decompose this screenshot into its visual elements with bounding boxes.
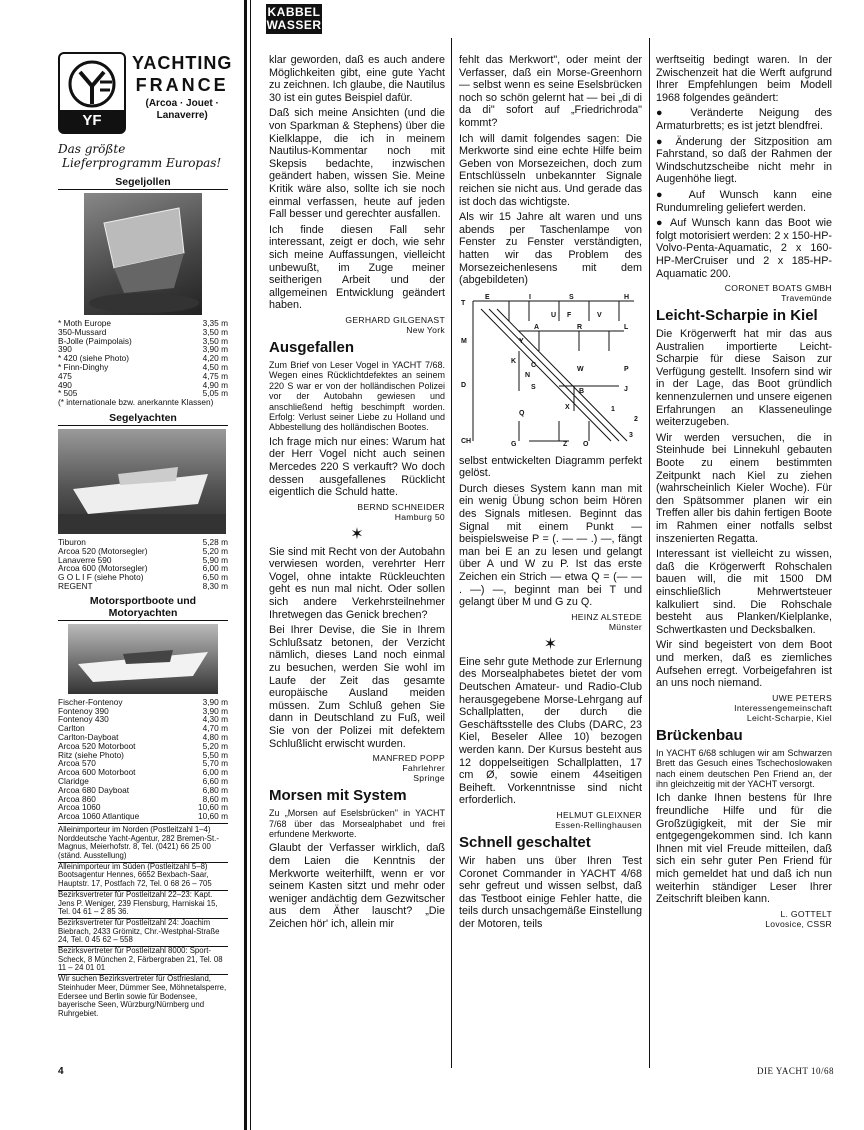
brand-sub1: (Arcoa · Jouet · [145, 98, 219, 109]
list-item: Ritz (siehe Photo) 5,50 m [58, 749, 228, 760]
svg-text:J: J [624, 385, 628, 393]
slogan [58, 142, 228, 170]
list-item: Carlton 4,70 m [58, 723, 228, 734]
list-item: 490 4,90 m [58, 379, 228, 390]
morse-diagram [459, 291, 642, 451]
svg-text:W: W [577, 365, 584, 373]
bullet-item: ● Auf Wunsch kann eine Rundumreling geliefert werden. [656, 188, 832, 214]
masthead-line2: WASSER [266, 18, 322, 32]
list-item: Arcoa 600 (Motorsegler) 6,00 m [58, 563, 228, 574]
paragraph: Ich finde diesen Fall sehr interessant, zeigt er doch, wie sehr sich meine Auffassungen, vielleicht unbewußt, im Zuge meiner seitherigen Arbeit und der allgemeinen Entwicklung geändert haben. [269, 223, 445, 312]
svg-text:F: F [567, 311, 572, 319]
svg-text:P: P [624, 365, 629, 373]
heading-schnell: Schnell geschaltet [459, 833, 591, 851]
list-item: Arcoa 1060 Atlantique 10,60 m [58, 811, 228, 822]
paragraph: Wir haben uns über Ihren Test Coronet Commander in YACHT 4/68 sehr gefreut und wissen selbst, daß das Testboot einige Fehler hatte, die teils durch unsachgemäße Einstellung der Motoren, teils [459, 854, 642, 930]
list-item: 390 3,90 m [58, 344, 228, 355]
bullet-item: ● Änderung der Sitzposition am Fahrstand, so daß der Rahmen der Windschutzscheibe nicht mehr in Augenhöhe liegt. [656, 135, 832, 186]
list-item: Fontenoy 430 4,30 m [58, 714, 228, 725]
paragraph: Interessant ist vielleicht zu wissen, daß die Krögerwerft Rohschalen bauen will, die mit 1500 DM einschließlich Mehrwertsteuer kalkuliert sind. Die Rohschale besteht aus Planken/Kielplanke, Schwertkasten und Decksbalken. [656, 548, 832, 636]
paragraph: klar geworden, daß es auch andere Möglichkeiten gibt, eine gute Yacht zu zeichnen. Ich glaube, die Nautilus 30 ist ein gutes Beispiel dafür. [269, 54, 445, 104]
signature: CORONET BOATS GMBH Travemünde [724, 283, 832, 304]
page-number: 4 [58, 1066, 64, 1077]
svg-text:M: M [461, 337, 467, 345]
list-item: REGENT 8,30 m [58, 580, 228, 591]
svg-text:U: U [551, 311, 557, 319]
section-title: Segeljollen [58, 176, 228, 190]
masthead [266, 4, 322, 34]
svg-text:B: B [579, 387, 585, 395]
lead-text: Zum Brief von Leser Vogel in YACHT 7/68. Wegen eines Rücklichtdefektes an seinem 220 S war er von der holländischen Polizei vor der Autobahn gewiesen und anschließend heftig beschimpft worden. Erfolg: Verlust seiner Liebe zu Holland und Abbestellung des holländischen Bootes. [269, 359, 445, 433]
bullet-item: ● Auf Wunsch kann das Boot wie folgt motorisiert werden: 2 x 150-HP-Volvo-Penta-Aquamatic, 2 x 160-HP-MerCruiser und 2 x 185-HP-Aquamatic 200. [656, 217, 832, 280]
column-3 [656, 54, 832, 933]
paragraph: Wir sind begeistert von dem Boot und merken, daß es ziemliches Aufsehen erregt. Vorbeigefahren ist an uns noch niemand. [656, 639, 832, 690]
list-item: * Moth Europe 3,35 m [58, 318, 228, 328]
svg-text:C: C [531, 361, 537, 369]
list-item: Arcoa 520 (Motorsegler) 5,20 m [58, 545, 228, 556]
svg-text:D: D [461, 381, 467, 389]
list-item: 475 4,75 m [58, 370, 228, 381]
yf-logo [58, 52, 126, 134]
list-item: Fontenoy 390 3,90 m [58, 705, 228, 716]
svg-text:R: R [577, 323, 583, 331]
paragraph: Daß sich meine Ansichten (und die von Sparkman & Stephens) über die Kielklappe, die ich in meinem Nautilus-Kommentar noch mit Skepsis bedachte, inzwischen geändert haben, wissen Sie. Meine Kritik wäre also, sollte ich sie noch einmal verfassen, heute auf jeden Fall besser und gerechter ausfallen. [269, 107, 445, 221]
svg-text:1: 1 [611, 405, 615, 413]
signature: L. GOTTELT Lovosice, CSSR [765, 908, 832, 929]
list-item: Arcoa 600 Motorboot 6,00 m [58, 767, 228, 778]
paragraph: Ich danke Ihnen bestens für Ihre freundliche Hilfe und für die Großzügigkeit, mit der Sie mir entgegengekommen sind. Ich kann Ihnen mit viel Freude mitteilen, daß sich ein sehr guter Pen Friend für mich gemeldet hat und daß ich nun weiterhin ständiger Leser Ihrer Zeitschrift bleiben kann. [656, 792, 832, 906]
paragraph: selbst entwickelten Diagramm perfekt gelöst. [459, 454, 642, 480]
svg-text:3: 3 [629, 431, 633, 439]
address: Bezirksvertreter für Postleitzahl 24: Joachim Biebrach, 2433 Grömitz, Chr.-Westphal-Straße 24, Tel. 0 45 62 – 558 [58, 918, 228, 945]
slogan-line2: Lieferprogramm Europas! [62, 156, 222, 170]
lead-text: Zu „Morsen auf Eselsbrücken" in YACHT 7/68 über das Morsealphabet und frei erfundene Merkworte. [269, 808, 445, 839]
svg-text:A: A [534, 323, 540, 331]
section-title: Segelyachten [58, 412, 228, 426]
masthead-line1: KABBEL [267, 5, 321, 19]
list-item: Arcoa 1060 10,60 m [58, 802, 228, 813]
list-item: Claridge 6,60 m [58, 775, 228, 786]
list-item: * 420 (siehe Photo) 4,20 m [58, 353, 228, 364]
section-title: Motorsportboote und Motoryachten [58, 595, 228, 621]
list-item: Carlton-Dayboat 4,80 m [58, 731, 228, 742]
slogan-line1: Das größte [58, 142, 126, 156]
separator-star: ✶ [350, 525, 364, 543]
list-item: Arcoa 860 8,60 m [58, 793, 228, 804]
address: Alleinimporteur im Süden (Postleitzahl 5–8) Bootsagentur Hennes, 6652 Bexbach-Saar, Hauptstr. 17, Postfach 72, Tel. 0 68 26 – 705 [58, 862, 228, 889]
yacht-photo [58, 429, 226, 534]
svg-text:S: S [569, 293, 574, 301]
svg-text:Y: Y [519, 337, 524, 345]
column-rule-1 [451, 38, 452, 1068]
paragraph: fehlt das Merkwort", oder meint der Verfasser, daß ein Morse-Greenhorn — selbst wenn es seine Eselsbrücken noch so schön gelernt hat — bei „di di da di" sofort auf „Friedrichroda" kommt? [459, 54, 642, 129]
signature: HEINZ ALSTEDE Münster [571, 611, 642, 632]
svg-text:E: E [485, 293, 490, 301]
list-item: Tiburon 5,28 m [58, 536, 228, 547]
signature: MANFRED POPP Fahrlehrer Springe [372, 753, 445, 784]
paragraph: werftseitig bedingt waren. In der Zwischenzeit hat die Werft aufgrund Ihrer Empfehlungen beim Modell 1968 folgendes geändert: [656, 54, 832, 104]
svg-text:X: X [565, 403, 570, 411]
brand-line1: YACHTING [132, 53, 233, 73]
heading-leicht-scharpie: Leicht-Scharpie in Kiel [656, 307, 818, 325]
paragraph: Als wir 15 Jahre alt waren und uns abends per Taschenlampe von Fenster zu Fenster verständigten, hatten wir das Problem des Morsezeichenlesens mit dem (abgebildeten) [459, 211, 642, 287]
segeljollen-list [58, 319, 228, 407]
footnote: (* internationale bzw. anerkannte Klassen) [58, 397, 214, 408]
dinghy-photo [84, 193, 202, 315]
svg-text:H: H [624, 293, 630, 301]
paragraph: Bei Ihrer Devise, die Sie in Ihrem Schlußsatz betonen, der Verzicht nämlich, dieses Land noch einmal zu besuchen, werden Sie wohl im Laufe der Zeit das gesamte europäische Ausland meiden müssen. Zum Schluß gehen Sie dann in Deutschland zu Fuß, weil Sie von der Polizei mit defektem Schlußlicht erwischt wurden. [269, 624, 445, 750]
signature: HELMUT GLEIXNER Essen-Rellinghausen [555, 809, 642, 830]
left-margin-rule-thin [250, 0, 251, 1130]
sidebar-advert [58, 52, 233, 1019]
left-margin-rule [244, 0, 247, 1130]
svg-text:N: N [525, 371, 531, 379]
heading-brueckenbau: Brückenbau [656, 726, 743, 744]
svg-text:Z: Z [563, 440, 568, 448]
separator-star: ✶ [543, 635, 558, 653]
paragraph: Eine sehr gute Methode zur Erlernung des Morsealphabetes bietet der vom Deutschen Amateur- und Radio-Club herausgegebene Morse-Lehrgang auf Schallplatten, der durch die Geschäftsstelle des Clubs (DARC, 23 Kiel, Beseler Allee 10) bezogen werden kann. Der Kursus besteht aus 12 doppelseitigen Schallplatten, 17 cm Ø, sowie einem 44seitigen Beiheft. Vorkenntnisse sind nicht erforderlich. [459, 655, 642, 807]
svg-text:Q: Q [519, 409, 525, 417]
address: Alleinimporteur im Norden (Postleitzahl 1–4) Norddeutsche Yacht-Agentur, 282 Bremen-St.-Magnus, Meierhofstr. 8, Tel. (0421) 66 25 00 (ständ. Ausstellung) [58, 824, 219, 861]
heading-morsen: Morsen mit System [269, 787, 407, 805]
motorboote-list [58, 698, 228, 821]
bullet-item: ● Veränderte Neigung des Armaturbretts; es ist jetzt blendfrei. [656, 107, 832, 132]
signature: UWE PETERS Interessengemeinschaft Leicht-Scharpie, Kiel [734, 692, 832, 723]
heading-ausgefallen: Ausgefallen [269, 338, 355, 356]
address-block [58, 823, 228, 1019]
svg-text:G: G [511, 440, 517, 448]
list-item: 350-Mussard 3,50 m [58, 326, 228, 337]
magazine-issue: DIE YACHT 10/68 [757, 1066, 834, 1076]
svg-text:O: O [583, 440, 589, 448]
list-item: B-Jolle (Paimpolais) 3,50 m [58, 335, 228, 346]
column-2 [459, 54, 642, 934]
svg-text:V: V [597, 311, 602, 319]
svg-text:2: 2 [634, 415, 638, 423]
svg-text:L: L [624, 323, 629, 331]
motorboat-photo [68, 624, 218, 694]
column-rule-2 [649, 38, 650, 1068]
paragraph: Ich will damit folgendes sagen: Die Merkworte sind eine echte Hilfe beim Geben von Morsezeichen, doch zum Entschlüsseln unbekannter Signale reichen sie nicht aus. Und gerade das ist doch das wichtigste. [459, 132, 642, 208]
svg-text:S: S [531, 383, 536, 391]
paragraph: Die Krögerwerft hat mir das aus Australien importierte Leicht-Scharpie für diese Saison zur Verfügung gestellt. Insofern sind wir in der Lage, das Boot gründlich kennenzulernen und unsere eigenen Erfahrungen an Klasseneulinge weiterzugeben. [656, 328, 832, 429]
svg-text:CH: CH [461, 437, 472, 445]
list-item: Fischer-Fontenoy 3,90 m [58, 696, 228, 707]
list-item: Arcoa 570 5,70 m [58, 758, 228, 769]
paragraph: Ich frage mich nur eines: Warum hat der Herr Vogel nicht auch seinen Mercedes 220 S verkauft? Wo doch dessen ausgefallenes Rücklicht eigentlich die Schuld hatte. [269, 435, 445, 499]
list-item: Arcoa 680 Dayboat 6,80 m [58, 784, 228, 795]
paragraph: Glaubt der Verfasser wirklich, daß dem Laien die Kenntnis der Merkworte weiterhilft, wenn er vor seinem Kasten sitzt und mehr oder weniger andächtig dem Gezwitscher aus dem Äther lauscht? „Die Zeichen hör' ich, allein mir [269, 842, 445, 930]
paragraph: Sie sind mit Recht von der Autobahn verwiesen worden, verehrter Herr Vogel, ohne intakte Rückleuchten geht es nun mal nicht. Oder sollen sich andere Verkehrsteilnehmer Ihretwegen das Genick brechen? [269, 545, 445, 621]
list-item: Arcoa 520 Motorboot 5,20 m [58, 740, 228, 751]
paragraph: Durch dieses System kann man mit ein wenig Übung schon beim Hören des Signals mitlesen. Beginnt das Signal mit einem Punkt — beispielsweise P = (. — — .) —, fängt man bei E an zu lesen und gelangt über A und W zu P. Ist das erste Zeichen ein Strich — etwa Q = (— — . —) —, beginnt man bei T und gelangt über M und G zu Q. [459, 482, 642, 609]
diagram-label: T [461, 299, 466, 307]
segelyachten-list [58, 538, 228, 591]
svg-text:I: I [529, 293, 531, 301]
brand-sub2: Lanaverre) [156, 110, 208, 121]
column-1 [269, 54, 445, 934]
signature: GERHARD GILGENAST New York [345, 314, 445, 335]
address: Bezirksvertreter für Postleitzahl 22–23: Kapt. Jens P. Weniger, 239 Flensburg, Harniskai 15, Tel. 04 61 – 2 85 36. [58, 890, 228, 917]
logo-text: YF [82, 112, 102, 129]
list-item: Lanaverre 590 5,90 m [58, 554, 228, 565]
brand-line2: FRANCE [135, 75, 229, 95]
address: Bezirksvertreter für Postleitzahl 8000: Sport-Scheck, 8 München 2, Färbergraben 21, Tel. 08 11 – 24 01 01 [58, 946, 228, 973]
signature: BERND SCHNEIDER Hamburg 50 [357, 501, 445, 522]
list-item: G O L I F (siehe Photo) 6,50 m [58, 572, 228, 583]
list-item: * Finn-Dinghy 4,50 m [58, 361, 228, 372]
paragraph: Wir werden versuchen, die in Steinhude bei Linnekuhl gebauten Boote zu einem bestimmten Zeitpunkt nach Kiel zu ziehen (wahrscheinlich Kieler Woche). Für den Spätsommer planen wir ein Treffen aller bis dahin fertigen Boote im Rahmen einer notfalls selbst inszenierten Regatta. [656, 431, 832, 545]
lead-text: In YACHT 6/68 schlugen wir am Schwarzen Brett das Gesuch eines Tschechoslowaken nach einem deutschen Pen Friend an, der ihn gleichzeitig mit der YACHT versorgt. [656, 747, 832, 789]
address: Wir suchen Bezirksvertreter für Ostfriesland, Steinhuder Meer, Dümmer See, Möhnetalsperre, Edersee und Berlin sowie für Bodensee, bayerische Seen, Würzburg/Nürnberg und Ruhrgebiet. [58, 974, 227, 1018]
svg-text:K: K [511, 357, 517, 365]
list-item: * 505 5,05 m [58, 388, 228, 399]
